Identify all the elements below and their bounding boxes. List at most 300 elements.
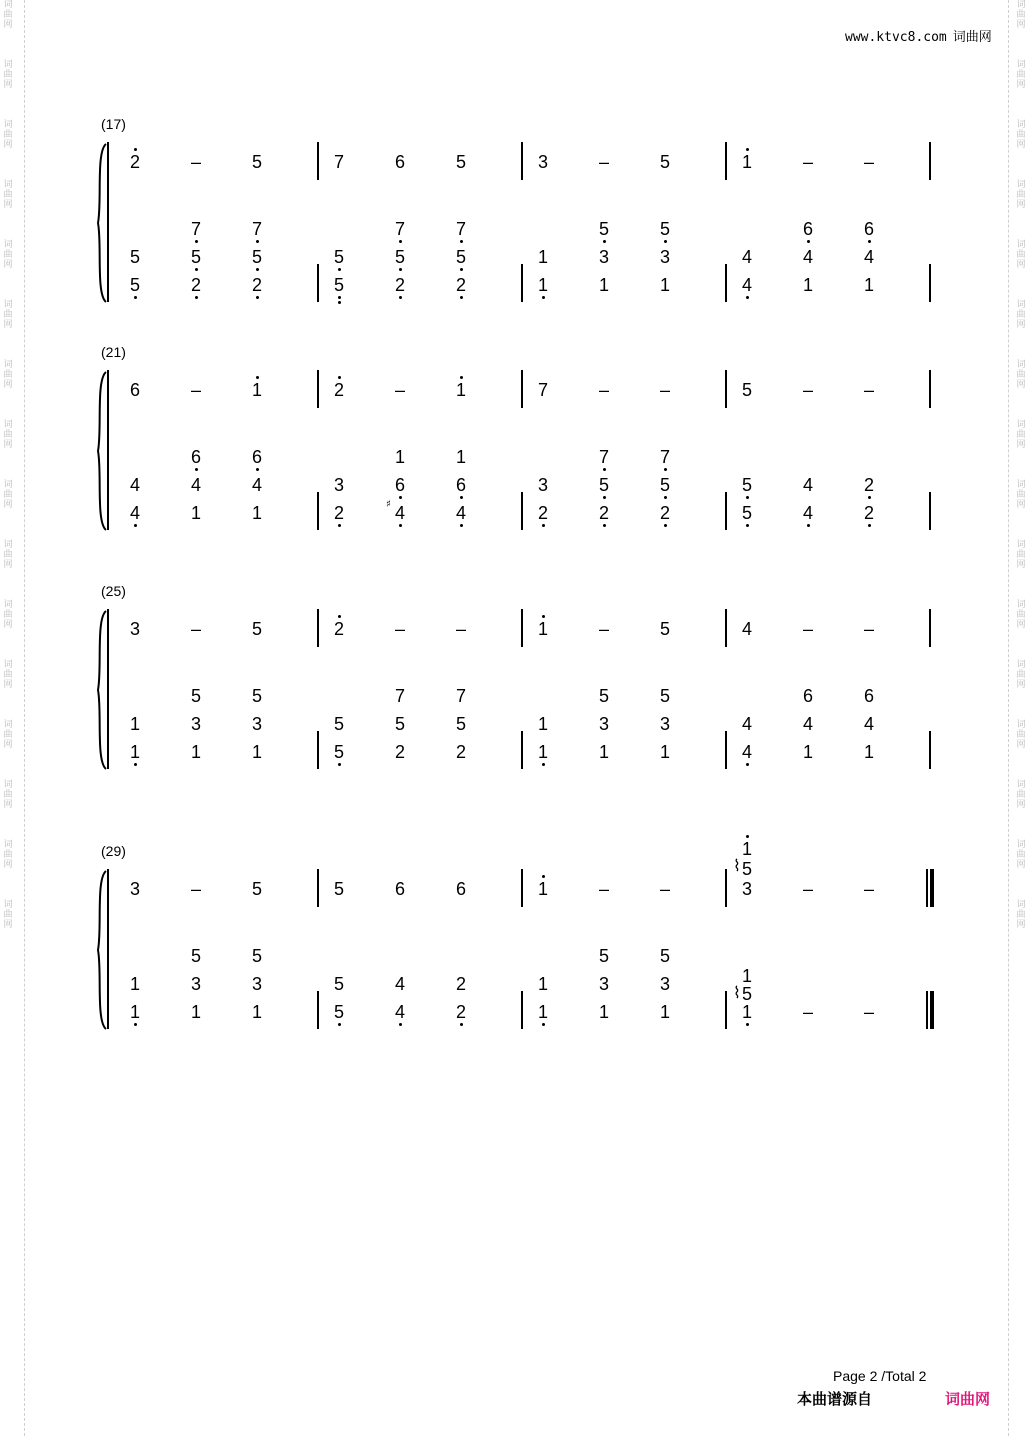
watermark-char: 网 (1016, 440, 1026, 450)
octave-dot (338, 524, 341, 527)
octave-dot (460, 296, 463, 299)
note-digit: 1 (537, 974, 548, 994)
watermark-char: 网 (1016, 860, 1026, 870)
octave-dot (134, 1023, 137, 1026)
watermark-char: 网 (1016, 80, 1026, 90)
watermark-char: 网 (3, 140, 13, 150)
note-digit: 5 (741, 475, 752, 495)
watermark-char: 网 (3, 260, 13, 270)
octave-dot (338, 268, 341, 271)
note-digit: 1 (598, 742, 609, 762)
watermark-char: 曲 (1016, 610, 1026, 620)
note-digit: 5 (333, 247, 344, 267)
note-digit: 1 (802, 275, 813, 295)
note-digit: 6 (394, 152, 405, 172)
octave-dot (746, 296, 749, 299)
note-digit: 1 (741, 152, 752, 172)
watermark-char: 词 (1016, 240, 1026, 250)
watermark-char: 曲 (1016, 310, 1026, 320)
note-digit: 6 (455, 475, 466, 495)
octave-dot (399, 524, 402, 527)
octave-dot (195, 240, 198, 243)
watermark-char: 网 (1016, 20, 1026, 30)
note-digit: 1 (659, 275, 670, 295)
system-brace (94, 869, 108, 1031)
watermark-char: 曲 (3, 250, 13, 260)
watermark-char: 曲 (3, 310, 13, 320)
system-brace (94, 609, 108, 771)
note-digit: 3 (190, 714, 201, 734)
octave-dot (134, 296, 137, 299)
dash: – (802, 619, 813, 639)
note-digit: 3 (659, 714, 670, 734)
system-start-bar (107, 370, 109, 530)
note-digit: 5 (251, 946, 262, 966)
measure-number: (21) (101, 344, 126, 360)
note-digit: 3 (598, 247, 609, 267)
barline (521, 142, 523, 180)
note-digit: 7 (394, 219, 405, 239)
watermark-char: 网 (3, 680, 13, 690)
final-barline (926, 991, 928, 1029)
source-label: 本曲谱源自 (797, 1390, 873, 1408)
watermark-char: 网 (1016, 620, 1026, 630)
watermark-char: 网 (3, 80, 13, 90)
source-site: 词曲网 (945, 1390, 991, 1408)
watermark-char: 曲 (3, 790, 13, 800)
barline (725, 731, 727, 769)
note-digit: 2 (455, 275, 466, 295)
dash: – (598, 380, 609, 400)
note-digit: 6 (863, 686, 874, 706)
watermark-char: 网 (1016, 140, 1026, 150)
note-digit: 5 (455, 152, 466, 172)
note-digit: 4 (802, 503, 813, 523)
watermark-char: 词 (3, 360, 13, 370)
watermark-char: 曲 (3, 670, 13, 680)
barline (521, 731, 523, 769)
octave-dot (460, 1023, 463, 1026)
dash: – (863, 619, 874, 639)
note-digit: 3 (251, 714, 262, 734)
watermark-char: 词 (1016, 300, 1026, 310)
octave-dot (399, 496, 402, 499)
barline (929, 370, 931, 408)
watermark-char: 词 (3, 420, 13, 430)
watermark-char: 曲 (3, 430, 13, 440)
octave-dot (256, 376, 259, 379)
octave-dot (664, 468, 667, 471)
watermark-char: 网 (1016, 560, 1026, 570)
watermark-char: 词 (3, 780, 13, 790)
watermark-char: 曲 (1016, 730, 1026, 740)
barline (521, 609, 523, 647)
dash: – (802, 879, 813, 899)
watermark-char: 曲 (1016, 490, 1026, 500)
octave-dot (746, 835, 749, 838)
watermark-char: 网 (3, 500, 13, 510)
note-digit: 2 (333, 619, 344, 639)
dash: – (394, 619, 405, 639)
watermark-char: 词 (3, 180, 13, 190)
note-digit: 2 (537, 503, 548, 523)
watermark-char: 网 (3, 20, 13, 30)
final-barline (926, 869, 928, 907)
note-digit: 2 (251, 275, 262, 295)
note-digit: 5 (251, 619, 262, 639)
note-digit: 4 (129, 475, 140, 495)
barline (317, 370, 319, 408)
watermark-char: 曲 (3, 850, 13, 860)
watermark-char: 词 (3, 540, 13, 550)
note-digit: 4 (802, 475, 813, 495)
note-digit: 2 (333, 380, 344, 400)
note-digit: 4 (394, 974, 405, 994)
barline (317, 609, 319, 647)
watermark-char: 曲 (3, 70, 13, 80)
site-name: 词曲网 (952, 30, 992, 45)
watermark-char: 网 (3, 200, 13, 210)
watermark-char: 词 (1016, 780, 1026, 790)
barline (725, 609, 727, 647)
octave-dot (460, 240, 463, 243)
octave-dot (868, 496, 871, 499)
watermark-char: 词 (1016, 420, 1026, 430)
site-header (845, 26, 992, 45)
note-digit: 7 (190, 219, 201, 239)
note-digit: 2 (333, 503, 344, 523)
note-digit: 6 (129, 380, 140, 400)
watermark-char: 词 (3, 720, 13, 730)
note-digit: 5 (251, 152, 262, 172)
barline (521, 370, 523, 408)
note-digit: 5 (659, 686, 670, 706)
barline (929, 492, 931, 530)
octave-dot (399, 1023, 402, 1026)
barline (317, 991, 319, 1029)
dash: – (802, 1002, 813, 1022)
note-digit: 1 (537, 714, 548, 734)
octave-dot (338, 301, 341, 304)
system-brace (94, 142, 108, 304)
watermark-char: 曲 (1016, 10, 1026, 20)
octave-dot (256, 296, 259, 299)
octave-dot (603, 240, 606, 243)
note-digit: 5 (333, 742, 344, 762)
octave-dot (195, 468, 198, 471)
note-digit: 3 (598, 974, 609, 994)
watermark-char: 曲 (1016, 430, 1026, 440)
watermark-char: 网 (1016, 200, 1026, 210)
watermark-char: 词 (1016, 180, 1026, 190)
watermark-char: 词 (3, 300, 13, 310)
octave-dot (256, 268, 259, 271)
octave-dot (746, 1023, 749, 1026)
note-digit: 5 (659, 619, 670, 639)
note-digit: 4 (741, 247, 752, 267)
note-digit: 3 (741, 879, 752, 899)
note-digit: 7 (598, 447, 609, 467)
watermark-char: 网 (1016, 380, 1026, 390)
barline (317, 264, 319, 302)
watermark-char: 网 (3, 620, 13, 630)
dash: – (863, 380, 874, 400)
octave-dot (399, 268, 402, 271)
octave-dot (256, 240, 259, 243)
watermark-char: 网 (1016, 800, 1026, 810)
note-digit: 4 (129, 503, 140, 523)
note-digit: 6 (394, 879, 405, 899)
note-digit: 4 (741, 275, 752, 295)
watermark-strip-right (1014, 0, 1028, 1436)
watermark-char: 词 (1016, 0, 1026, 10)
barline (317, 869, 319, 907)
note-digit: 1 (190, 503, 201, 523)
system-brace (94, 370, 108, 532)
note-digit: 5 (598, 946, 609, 966)
barline (725, 142, 727, 180)
barline (317, 731, 319, 769)
note-digit: 3 (129, 879, 140, 899)
octave-dot (338, 615, 341, 618)
watermark-char: 网 (3, 320, 13, 330)
octave-dot (460, 524, 463, 527)
note-digit: 4 (190, 475, 201, 495)
watermark-char: 曲 (1016, 910, 1026, 920)
note-digit: 5 (251, 879, 262, 899)
note-digit: 5 (333, 1002, 344, 1022)
note-digit: 5 (394, 247, 405, 267)
watermark-strip-left (1, 0, 15, 1436)
barline (521, 869, 523, 907)
octave-dot (134, 763, 137, 766)
barline (725, 370, 727, 408)
note-digit: 2 (659, 503, 670, 523)
watermark-char: 词 (3, 480, 13, 490)
left-margin-line (24, 0, 25, 1436)
note-digit: 7 (537, 380, 548, 400)
note-digit: 4 (863, 247, 874, 267)
watermark-char: 词 (1016, 60, 1026, 70)
octave-dot (460, 376, 463, 379)
note-digit: 5 (659, 219, 670, 239)
octave-dot (542, 763, 545, 766)
watermark-char: 曲 (3, 490, 13, 500)
barline (929, 264, 931, 302)
note-digit: 3 (537, 152, 548, 172)
octave-dot (746, 496, 749, 499)
dash: – (394, 380, 405, 400)
note-digit: 5 (333, 714, 344, 734)
watermark-char: 网 (1016, 920, 1026, 930)
watermark-char: 曲 (1016, 190, 1026, 200)
note-digit: 1 (394, 447, 405, 467)
dash: – (659, 380, 670, 400)
note-digit: 5 (333, 275, 344, 295)
note-digit: 1 (741, 839, 752, 859)
note-digit: 4 (741, 742, 752, 762)
octave-dot (338, 296, 341, 299)
octave-dot (542, 615, 545, 618)
dash: – (863, 1002, 874, 1022)
octave-dot (338, 763, 341, 766)
watermark-char: 词 (3, 840, 13, 850)
note-digit: 6 (802, 219, 813, 239)
watermark-char: 曲 (1016, 250, 1026, 260)
octave-dot (460, 268, 463, 271)
note-digit: 1 (741, 1002, 752, 1022)
note-digit: 5 (251, 686, 262, 706)
note-digit: 7 (333, 152, 344, 172)
barline (521, 991, 523, 1029)
note-digit: 4 (863, 714, 874, 734)
watermark-char: 网 (1016, 740, 1026, 750)
note-digit: 1 (537, 879, 548, 899)
sharp-sign: ♯ (386, 499, 391, 510)
note-digit: 2 (863, 503, 874, 523)
octave-dot (603, 496, 606, 499)
watermark-char: 网 (1016, 500, 1026, 510)
watermark-char: 网 (3, 800, 13, 810)
note-digit: 1 (129, 714, 140, 734)
note-digit: 4 (802, 714, 813, 734)
note-digit: 5 (129, 247, 140, 267)
watermark-char: 曲 (1016, 550, 1026, 560)
note-digit: 5 (659, 946, 670, 966)
watermark-char: 曲 (1016, 850, 1026, 860)
note-digit: 5 (455, 247, 466, 267)
dash: – (659, 879, 670, 899)
note-digit: 5 (394, 714, 405, 734)
barline (725, 492, 727, 530)
note-digit: 4 (741, 714, 752, 734)
octave-dot (542, 1023, 545, 1026)
note-digit: 7 (659, 447, 670, 467)
barline (929, 731, 931, 769)
octave-dot (338, 376, 341, 379)
note-digit: 4 (455, 503, 466, 523)
note-digit: 4 (741, 619, 752, 639)
note-digit: 1 (537, 275, 548, 295)
octave-dot (603, 468, 606, 471)
octave-dot (868, 240, 871, 243)
watermark-char: 词 (1016, 900, 1026, 910)
watermark-char: 网 (3, 560, 13, 570)
note-digit: 1 (659, 1002, 670, 1022)
watermark-char: 曲 (1016, 70, 1026, 80)
watermark-char: 词 (3, 600, 13, 610)
note-digit: 3 (333, 475, 344, 495)
watermark-char: 网 (3, 380, 13, 390)
note-digit: 5 (741, 859, 752, 879)
note-digit: 3 (129, 619, 140, 639)
dash: – (455, 619, 466, 639)
note-digit: 6 (190, 447, 201, 467)
note-digit: 5 (190, 686, 201, 706)
note-digit: 4 (394, 1002, 405, 1022)
note-digit: 1 (537, 247, 548, 267)
watermark-char: 词 (1016, 480, 1026, 490)
watermark-char: 曲 (1016, 130, 1026, 140)
measure-number: (29) (101, 843, 126, 859)
note-digit: 3 (537, 475, 548, 495)
note-digit: 1 (129, 1002, 140, 1022)
measure-number: (25) (101, 583, 126, 599)
watermark-char: 网 (1016, 320, 1026, 330)
note-digit: 1 (251, 503, 262, 523)
note-digit: 2 (863, 475, 874, 495)
note-digit: 7 (455, 686, 466, 706)
note-digit: 5 (333, 879, 344, 899)
barline (725, 264, 727, 302)
site-url: www.ktvc8.com (845, 30, 947, 45)
barline (317, 142, 319, 180)
octave-dot (195, 296, 198, 299)
note-digit: 6 (802, 686, 813, 706)
watermark-char: 词 (3, 0, 13, 10)
note-digit: 7 (251, 219, 262, 239)
note-digit: 1 (251, 742, 262, 762)
watermark-char: 词 (1016, 720, 1026, 730)
note-digit: 4 (394, 503, 405, 523)
note-digit: 5 (190, 946, 201, 966)
watermark-char: 词 (3, 900, 13, 910)
note-digit: 1 (190, 1002, 201, 1022)
measure-number: (17) (101, 116, 126, 132)
watermark-char: 曲 (3, 610, 13, 620)
watermark-char: 曲 (3, 730, 13, 740)
octave-dot (399, 296, 402, 299)
note-digit: 3 (659, 974, 670, 994)
note-digit: 5 (333, 974, 344, 994)
dash: – (598, 879, 609, 899)
final-barline (930, 869, 934, 907)
note-digit: 1 (537, 1002, 548, 1022)
dash: – (598, 619, 609, 639)
watermark-char: 词 (3, 60, 13, 70)
note-digit: 6 (455, 879, 466, 899)
note-digit: 5 (741, 503, 752, 523)
dash: – (598, 152, 609, 172)
note-digit: 2 (394, 742, 405, 762)
octave-dot (664, 240, 667, 243)
note-digit: 1 (741, 966, 752, 986)
octave-dot (746, 763, 749, 766)
note-digit: 1 (129, 974, 140, 994)
watermark-char: 网 (3, 860, 13, 870)
note-digit: 1 (863, 275, 874, 295)
note-digit: 2 (455, 974, 466, 994)
note-digit: 1 (251, 380, 262, 400)
note-digit: 5 (659, 152, 670, 172)
note-digit: 1 (802, 742, 813, 762)
dash: – (190, 879, 201, 899)
note-digit: 1 (455, 380, 466, 400)
dash: – (863, 879, 874, 899)
watermark-char: 曲 (3, 190, 13, 200)
barline (929, 609, 931, 647)
note-digit: 1 (537, 619, 548, 639)
note-digit: 1 (598, 1002, 609, 1022)
dash: – (190, 380, 201, 400)
system-start-bar (107, 142, 109, 302)
octave-dot (807, 524, 810, 527)
note-digit: 6 (863, 219, 874, 239)
octave-dot (256, 468, 259, 471)
octave-dot (664, 496, 667, 499)
watermark-char: 词 (1016, 360, 1026, 370)
octave-dot (603, 524, 606, 527)
